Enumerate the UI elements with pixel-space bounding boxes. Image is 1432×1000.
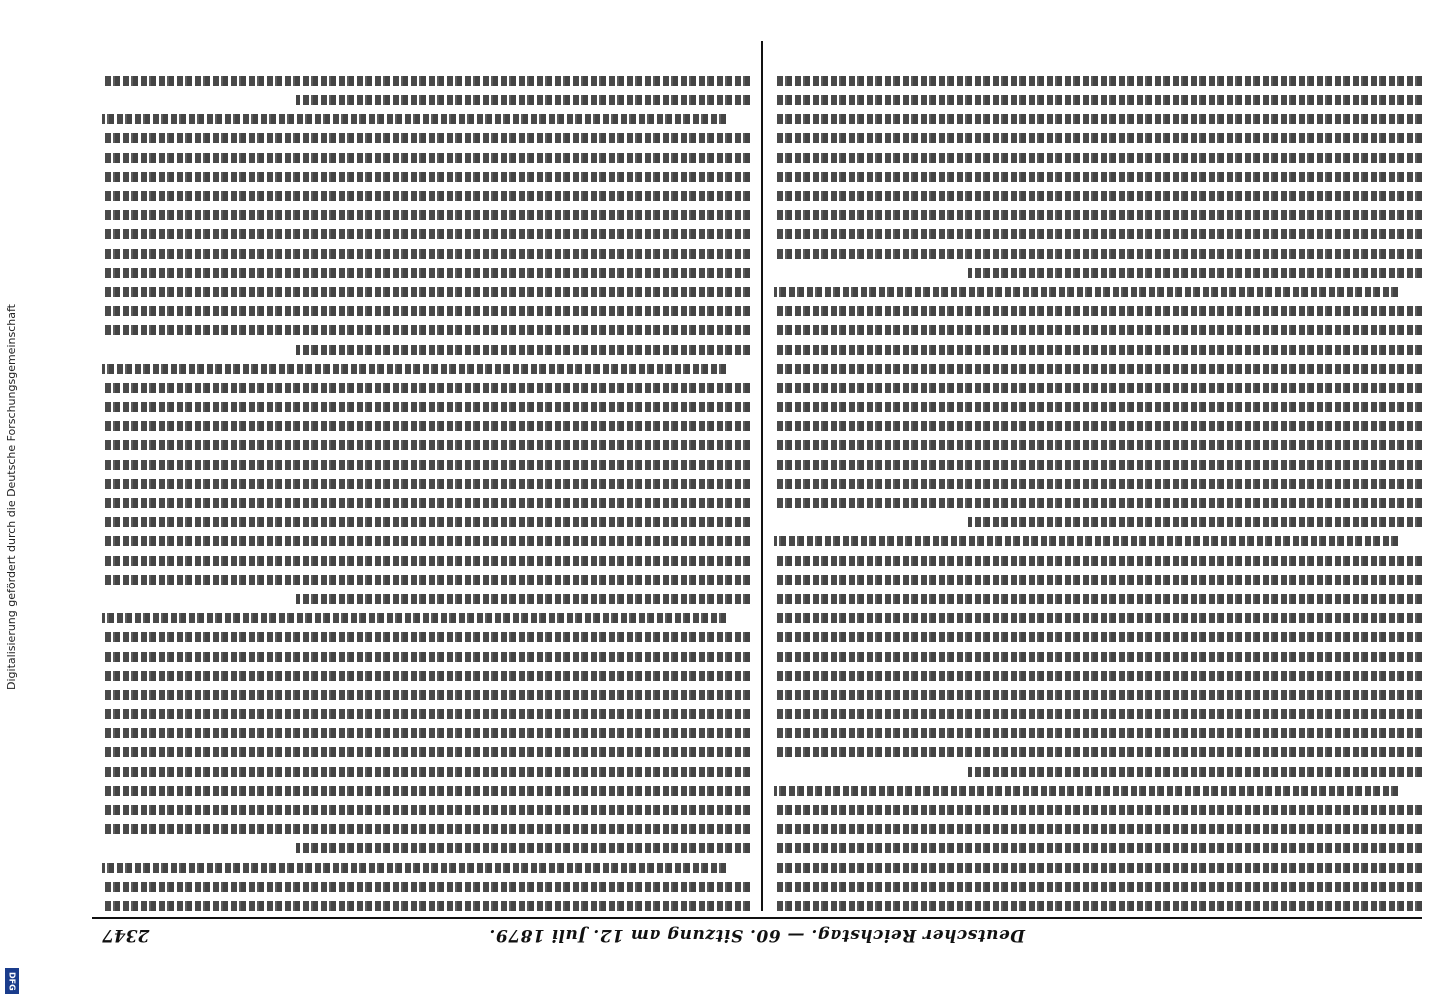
- text-line: [102, 652, 750, 662]
- text-line: [102, 556, 750, 566]
- text-line: [774, 364, 1422, 374]
- text-line: [774, 594, 1422, 604]
- text-line: [774, 824, 1422, 834]
- text-line: [774, 114, 1422, 124]
- text-line: [102, 671, 750, 681]
- text-line: [774, 709, 1422, 719]
- text-line: [774, 95, 1422, 105]
- text-line: [102, 728, 750, 738]
- text-line: [102, 632, 750, 642]
- text-line: [102, 364, 726, 374]
- text-line: [774, 843, 1422, 853]
- credit-text: Digitalisierung gefördert durch die Deutsche Forschungsgemeinschaft: [5, 304, 18, 690]
- header-title: Deutscher Reichstag. — 60. Sitzung am 12. Juli 1879.: [488, 925, 1026, 945]
- text-line: [774, 229, 1422, 239]
- text-line: [968, 767, 1422, 777]
- column-divider: [761, 41, 763, 911]
- text-line: [774, 402, 1422, 412]
- text-line: [102, 748, 750, 758]
- text-line: [774, 728, 1422, 738]
- text-line: [102, 153, 750, 163]
- text-line: [102, 517, 750, 527]
- text-line: [774, 441, 1422, 451]
- text-line: [774, 863, 1422, 873]
- text-line: [296, 345, 750, 355]
- text-line: [774, 575, 1422, 585]
- text-line: [774, 383, 1422, 393]
- text-line: [102, 114, 726, 124]
- text-line: [102, 325, 750, 335]
- text-line: [102, 767, 750, 777]
- text-line: [102, 191, 750, 201]
- text-line: [102, 498, 750, 508]
- text-line: [102, 709, 750, 719]
- text-line: [774, 460, 1422, 470]
- text-line: [102, 613, 726, 623]
- text-line: [102, 383, 750, 393]
- text-line: [774, 805, 1422, 815]
- text-line: [774, 172, 1422, 182]
- text-line: [102, 229, 750, 239]
- text-line: [102, 786, 750, 796]
- text-line: [968, 268, 1422, 278]
- text-line: [102, 805, 750, 815]
- text-line: [774, 690, 1422, 700]
- text-line: [102, 536, 750, 546]
- header-rule: [92, 917, 1422, 919]
- text-line: [774, 210, 1422, 220]
- text-line: [102, 863, 726, 873]
- text-line: [102, 690, 750, 700]
- text-line: [774, 345, 1422, 355]
- text-line: [774, 652, 1422, 662]
- text-line: [102, 134, 750, 144]
- text-line: [102, 441, 750, 451]
- text-line: [774, 901, 1422, 911]
- digitization-credit: [2, 0, 22, 1000]
- text-line: [968, 517, 1422, 527]
- text-column-right: [102, 41, 750, 911]
- text-line: [774, 479, 1422, 489]
- text-line: [102, 882, 750, 892]
- text-line: [774, 153, 1422, 163]
- text-line: [102, 402, 750, 412]
- text-column-left: [774, 41, 1422, 911]
- text-line: [102, 421, 750, 431]
- text-line: [296, 95, 750, 105]
- text-line: [102, 210, 750, 220]
- text-line: [102, 172, 750, 182]
- text-line: [296, 843, 750, 853]
- dfg-logo: DFG: [5, 968, 19, 994]
- text-line: [774, 249, 1422, 259]
- text-line: [102, 901, 750, 911]
- text-line: [774, 134, 1422, 144]
- text-line: [102, 824, 750, 834]
- text-line: [102, 460, 750, 470]
- text-line: [774, 748, 1422, 758]
- text-line: [102, 575, 750, 585]
- text-line: [774, 613, 1422, 623]
- page-number: 2347: [102, 925, 150, 945]
- text-line: [774, 325, 1422, 335]
- text-line: [102, 249, 750, 259]
- text-line: [774, 786, 1398, 796]
- text-line: [774, 287, 1398, 297]
- text-line: [102, 287, 750, 297]
- text-line: [774, 632, 1422, 642]
- text-line: [774, 191, 1422, 201]
- text-line: [774, 498, 1422, 508]
- text-line: [774, 76, 1422, 86]
- text-line: [774, 671, 1422, 681]
- text-line: [774, 882, 1422, 892]
- text-line: [102, 306, 750, 316]
- text-line: [102, 76, 750, 86]
- running-header: [92, 919, 1422, 947]
- text-line: [102, 479, 750, 489]
- text-line: [774, 556, 1422, 566]
- scanned-page: [92, 22, 1422, 947]
- text-line: [102, 268, 750, 278]
- text-line: [774, 536, 1398, 546]
- text-line: [774, 421, 1422, 431]
- text-line: [296, 594, 750, 604]
- text-line: [774, 306, 1422, 316]
